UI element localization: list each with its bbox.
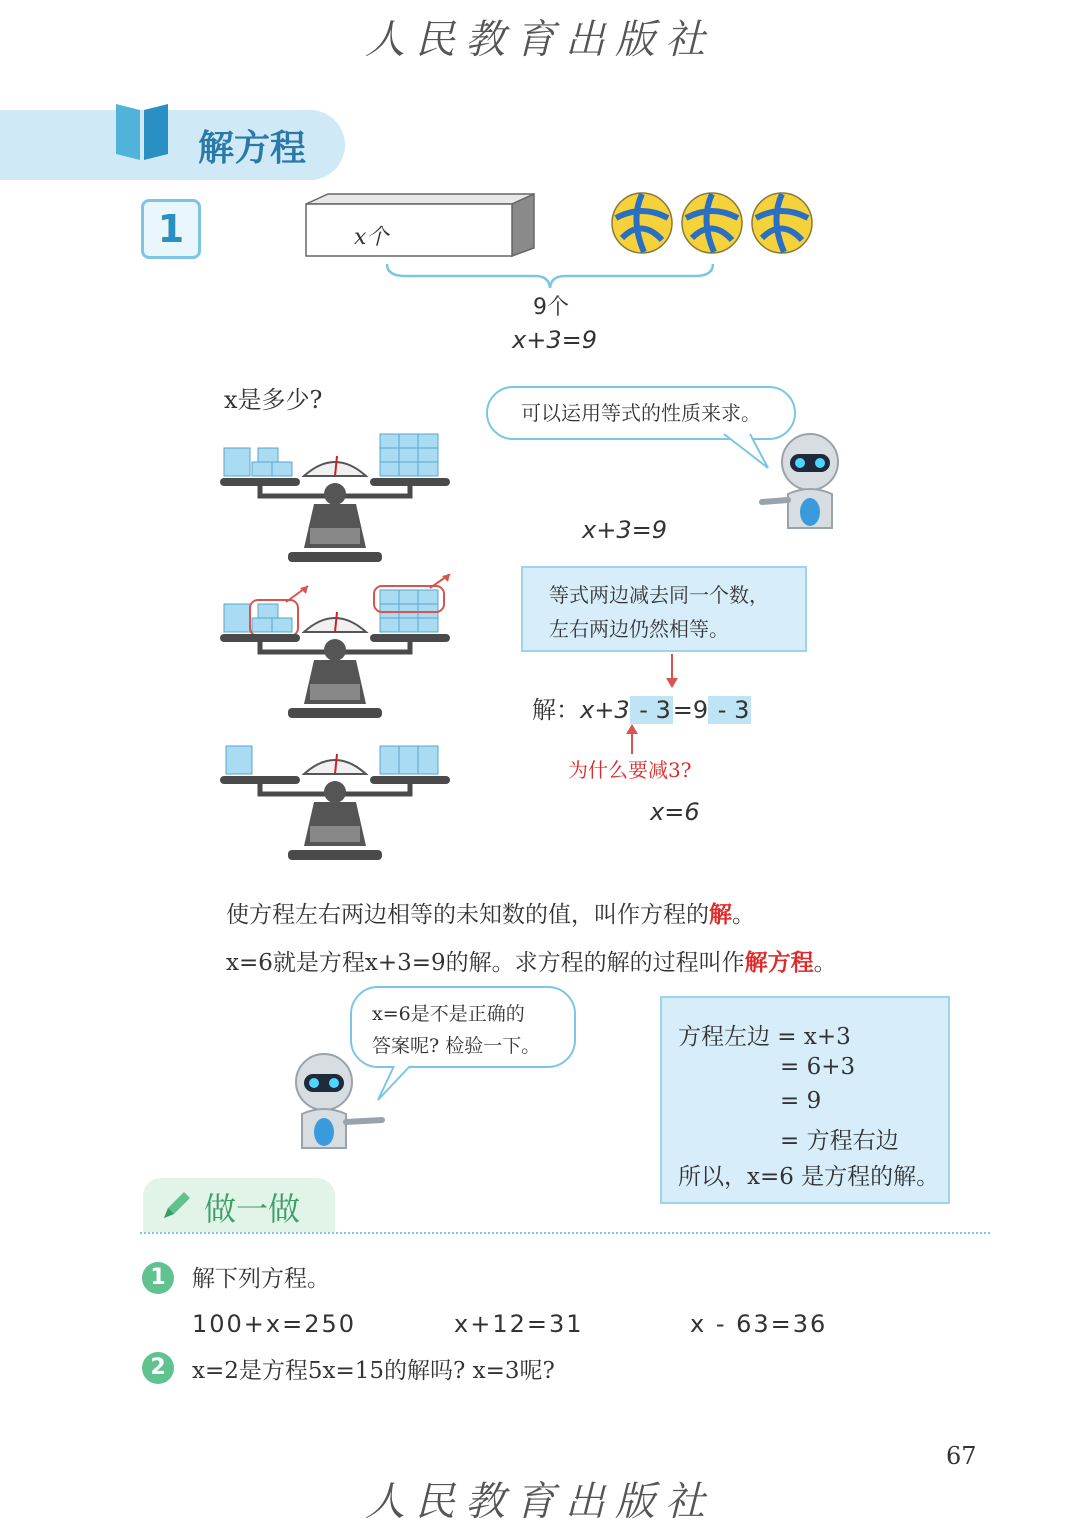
volleyball-icon: [682, 193, 742, 253]
check-box: [660, 996, 950, 1204]
balance-scale-2: [220, 574, 452, 724]
pencil-icon: [160, 1188, 194, 1222]
result: x=6: [650, 798, 700, 826]
equation-top: x+3=9: [512, 326, 597, 354]
property-line-1: 等式两边减去同一个数，: [549, 583, 769, 607]
example-number: 1: [141, 199, 201, 259]
bubble2-line-2: 答案呢? 检验一下。: [372, 1035, 541, 1057]
definition-text: 使方程左右两边相等的未知数的值，叫作方程的: [226, 902, 709, 928]
book-icon: [112, 98, 172, 164]
solution-left: x+3: [580, 696, 630, 724]
statement: [226, 944, 837, 977]
exercise-2-text: x=2是方程5x=15的解吗? x=3呢?: [192, 1358, 555, 1384]
divider: [140, 1232, 990, 1234]
volleyball-icon: [752, 193, 812, 253]
exercise-1-text: 解下列方程。: [192, 1266, 330, 1292]
arrow-up-icon: [624, 724, 640, 754]
definition-end: 。: [732, 902, 755, 928]
page-number: 67: [946, 1442, 977, 1470]
solution-eq: =9: [672, 696, 709, 724]
balance-scale-3: [220, 730, 452, 870]
bubble2-line-1: x=6是不是正确的: [372, 1003, 525, 1025]
exercise-number-1: 1: [142, 1262, 174, 1294]
robot-icon: [284, 1050, 388, 1150]
solution-subtract-right: - 3: [710, 696, 750, 724]
arrow-down-icon: [664, 654, 680, 690]
question: x是多少?: [224, 386, 323, 414]
statement-text: x=6就是方程x+3=9的解。求方程的解的过程叫作: [226, 950, 745, 976]
volleyball-icon: [612, 193, 672, 253]
why-note: 为什么要减3?: [568, 758, 692, 782]
brace-label: 9个: [533, 295, 569, 320]
box-illustration: [300, 192, 540, 262]
robot-icon: [758, 430, 858, 530]
equation-mid: x+3=9: [582, 516, 667, 544]
robot-speech-bubble: 可以运用等式的性质来求。: [486, 386, 796, 440]
check-line-2: = 6+3: [780, 1054, 856, 1080]
practice-title: 做一做: [204, 1190, 301, 1228]
solution-subtract-left: - 3: [631, 696, 671, 724]
solution-line: [532, 690, 751, 725]
section-title: 解方程: [198, 128, 307, 169]
property-line-2: 左右两边仍然相等。: [549, 617, 729, 641]
definition-term: 解: [709, 901, 732, 928]
volleyballs: [610, 190, 815, 256]
statement-term: 解方程: [744, 949, 814, 976]
check-line-5: 所以，x=6 是方程的解。: [678, 1164, 940, 1190]
definition: [226, 896, 755, 929]
check-line-4: = 方程右边: [780, 1128, 899, 1154]
exercise-number-2: 2: [142, 1352, 174, 1384]
publisher-header: 人民教育出版社: [365, 17, 715, 63]
box-label: x个: [354, 225, 389, 250]
publisher-footer: 人民教育出版社: [365, 1479, 715, 1525]
exercise-1-eq-3: x - 63=36: [690, 1310, 828, 1338]
exercise-1-eq-2: x+12=31: [454, 1310, 584, 1338]
solution-prefix: 解：: [532, 696, 580, 724]
check-line-1: 方程左边 = x+3: [678, 1024, 851, 1050]
balance-scale-1: [220, 428, 452, 568]
brace: [385, 262, 715, 292]
statement-end: 。: [813, 950, 837, 976]
check-line-3: = 9: [780, 1088, 822, 1114]
exercise-1-eq-1: 100+x=250: [192, 1310, 357, 1338]
property-box: [521, 566, 807, 652]
